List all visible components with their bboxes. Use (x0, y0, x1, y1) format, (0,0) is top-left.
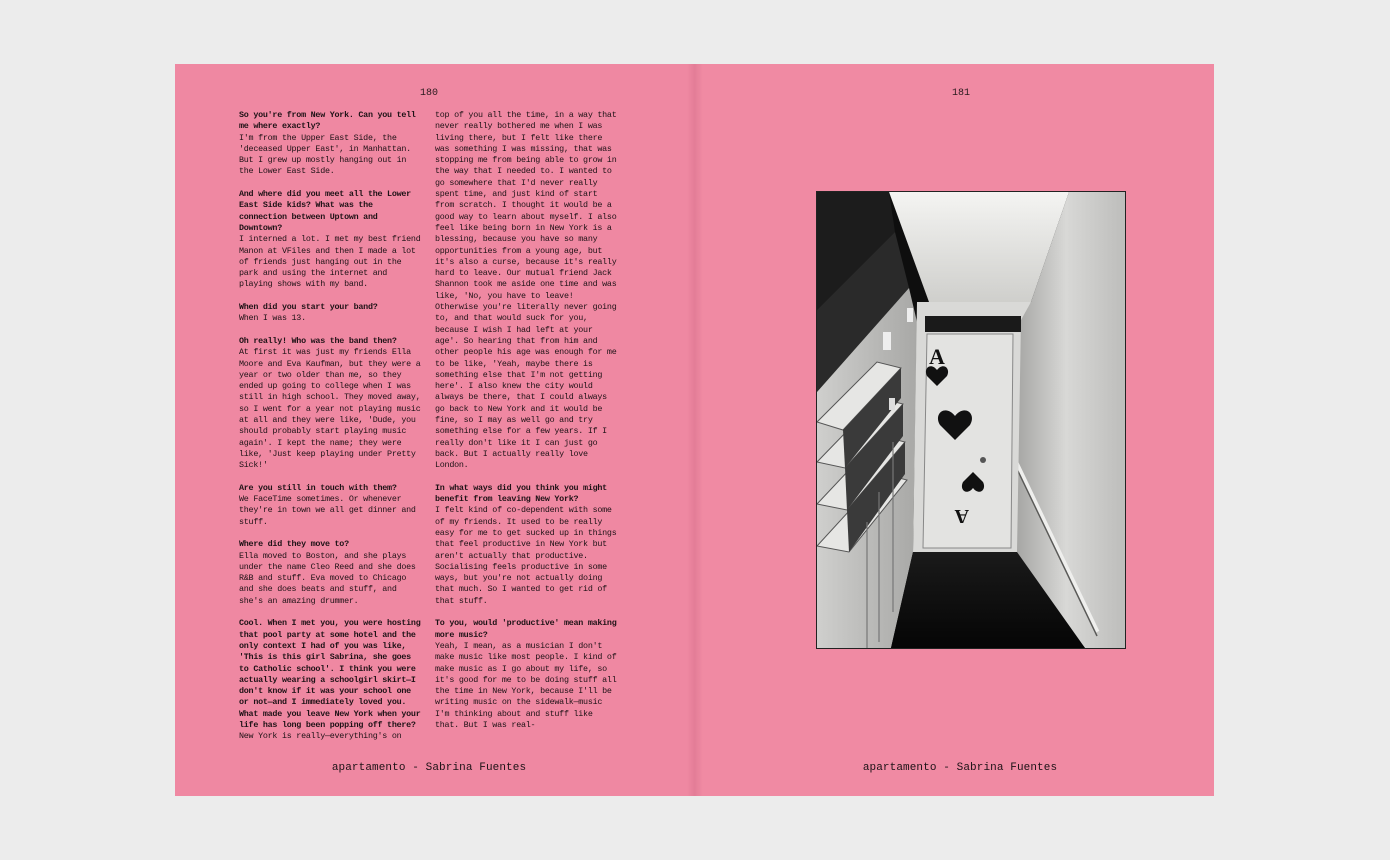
interview-paragraph (239, 302, 425, 325)
ace-letter: A (929, 344, 945, 369)
text-column-1 (239, 110, 425, 754)
interview-question: When did you start your band? (239, 302, 378, 313)
interview-answer: Ella moved to Boston, and she plays under the name Cleo Reed and she does R&B and stuff. Eva moved to Chicago and she does beats and stuff, and she's an amazing drummer. (239, 550, 416, 606)
left-page (175, 64, 695, 796)
interview-paragraph (239, 483, 425, 528)
interview-paragraph (239, 189, 425, 291)
interview-answer: New York is really—everything's on (239, 731, 402, 742)
interview-answer: We FaceTime sometimes. Or whenever they're in town we all get dinner and stuff. (239, 494, 416, 527)
page-number: 181 (951, 88, 970, 99)
ace-letter-inverted: A (954, 505, 969, 527)
interview-question: Cool. When I met you, you were hosting that pool party at some hotel and the only context I had of you was like, 'This is this girl Sabrina, she goes to Catholic school'. I think you were actually wearing a schoolgirl skirt—I don't know if it was your school one or not—and I immediately loved you. What made you leave New York when your life has long been popping off there? (239, 618, 421, 731)
interview-paragraph (435, 110, 621, 472)
interview-answer: When I was 13. (239, 313, 306, 324)
interview-question: Oh really! Who was the band then? (239, 335, 397, 346)
spread-gutter (687, 64, 703, 796)
text-column-2 (435, 110, 621, 743)
interview-answer: Yeah, I mean, as a musician I don't make music like most people. I kind of make music as I go about my life, so it's good for me to be doing stuff all the time in New York, because I'll be writing music on the sidewalk—music I'm thinking about and stuff like that. But I was real- (435, 640, 617, 731)
interview-question: In what ways did you think you might benefit from leaving New York? (435, 482, 607, 505)
interview-question: Are you still in touch with them? (239, 482, 397, 493)
page-footer: apartamento - Sabrina Fuentes (331, 762, 527, 774)
interview-answer: I felt kind of co-dependent with some of my friends. It used to be really easy for me to get sucked up in things that feel productive in New York but aren't actually that productive. Socialising feels productive in some ways, but you're not actually doing that much. So I wanted to get rid of that stuff. (435, 505, 617, 606)
hallway-photo (817, 192, 1125, 648)
magazine-spread (175, 64, 1214, 796)
right-page (695, 64, 1214, 796)
hallway-photo-illustration (817, 192, 1125, 648)
page-footer: apartamento - Sabrina Fuentes (862, 762, 1058, 774)
interview-question: And where did you meet all the Lower East Side kids? What was the connection between Uptown and Downtown? (239, 189, 411, 233)
interview-answer: I'm from the Upper East Side, the 'deceased Upper East', in Manhattan. But I grew up mostly hanging out in the Lower East Side. (239, 132, 411, 177)
interview-paragraph (239, 110, 425, 178)
interview-paragraph (239, 539, 425, 607)
page-number: 180 (419, 88, 438, 99)
interview-question: Where did they move to? (239, 539, 349, 550)
interview-question: To you, would 'productive' mean making more music? (435, 618, 617, 640)
interview-paragraph (239, 618, 425, 742)
interview-answer: At first it was just my friends Ella Moore and Eva Kaufman, but they were a year or two older than me, so they ended up going to college when I was still in high school. They moved away, so I went for a year not playing music at all and they were like, 'Dude, you should probably start playing music again'. I kept the name; they were like, 'Just keep playing under Pretty Sick!' (239, 347, 421, 471)
interview-paragraph (435, 618, 621, 731)
interview-answer: top of you all the time, in a way that never really bothered me when I was living there, but I felt like there was something I was missing, that was stopping me from being able to grow in the way that I needed to. I wanted to go somewhere that I'd never really spent time, and just kind of start from scratch. I thought it would be a good way to learn about myself. I also feel like being born in New York is a blessing, because you have so many opportunities from a young age, but it's also a curse, because it's really hard to leave. Our mutual friend Jack Shannon took me aside one time and was like, 'No, you have to leave! Otherwise you're literally never going to, and that would suck for you, because I wish I had left at your age'. So hearing that from him and other people his age was enough for me to be like, 'Yeah, maybe there is something else that I'm not getting here'. I also knew the city would always be there, that I could always go back to New York and it would be fine, so I may as well go and try something else for a few years. If I really don't like it I can just go back. But I actually really love London. (435, 110, 617, 471)
interview-answer: I interned a lot. I met my best friend Manon at VFiles and then I made a lot of friends just hanging out in the park and using the internet and playing shows with my band. (239, 234, 421, 290)
interview-paragraph (435, 483, 621, 607)
interview-paragraph (239, 336, 425, 472)
interview-question: So you're from New York. Can you tell me where exactly? (239, 110, 416, 132)
